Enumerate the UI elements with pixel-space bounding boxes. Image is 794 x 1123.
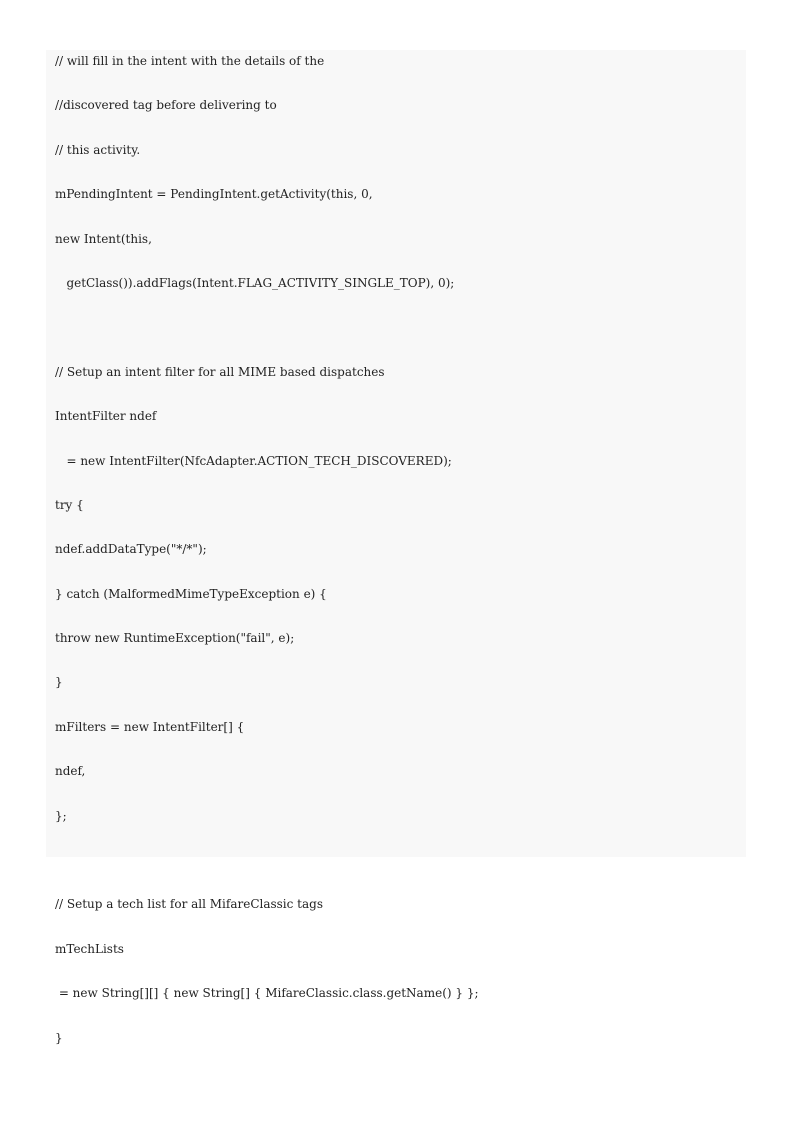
code-line: // Setup a tech list for all MifareClassic tags (55, 897, 323, 912)
code-line: mTechLists (55, 941, 124, 956)
code-line: try { (55, 497, 84, 512)
code-line (55, 849, 746, 893)
code-line: = new IntentFilter(NfcAdapter.ACTION_TECH_DISCOVERED); (55, 453, 452, 468)
code-line: } (55, 1030, 63, 1045)
code-line: // this activity. (55, 142, 141, 157)
code-line: }; (55, 808, 67, 823)
code-line: // will fill in the intent with the details of the (55, 54, 325, 68)
code-line: mPendingIntent = PendingIntent.getActivity(this, 0, (55, 187, 373, 202)
code-line: } (55, 675, 63, 690)
code-line: } catch (MalformedMimeTypeException e) { (55, 586, 327, 601)
code-line: // Setup an intent filter for all MIME based dispatches (55, 364, 385, 379)
code-line: ndef, (55, 764, 86, 779)
code-line: //discovered tag before delivering to (55, 98, 277, 113)
code-line: IntentFilter ndef (55, 409, 157, 424)
code-line: throw new RuntimeException("fail", e); (55, 631, 295, 646)
code-line: ndef.addDataType("*/*"); (55, 542, 207, 557)
code-line: mFilters = new IntentFilter[] { (55, 719, 245, 734)
code-line: getClass()).addFlags(Intent.FLAG_ACTIVITY_SINGLE_TOP), 0); (55, 275, 455, 290)
code-line (55, 316, 746, 360)
code-line: new Intent(this, (55, 231, 152, 246)
code-line: = new String[][] { new String[] { MifareClassic.class.getName() } }; (55, 986, 479, 1001)
code-block (46, 50, 746, 1045)
